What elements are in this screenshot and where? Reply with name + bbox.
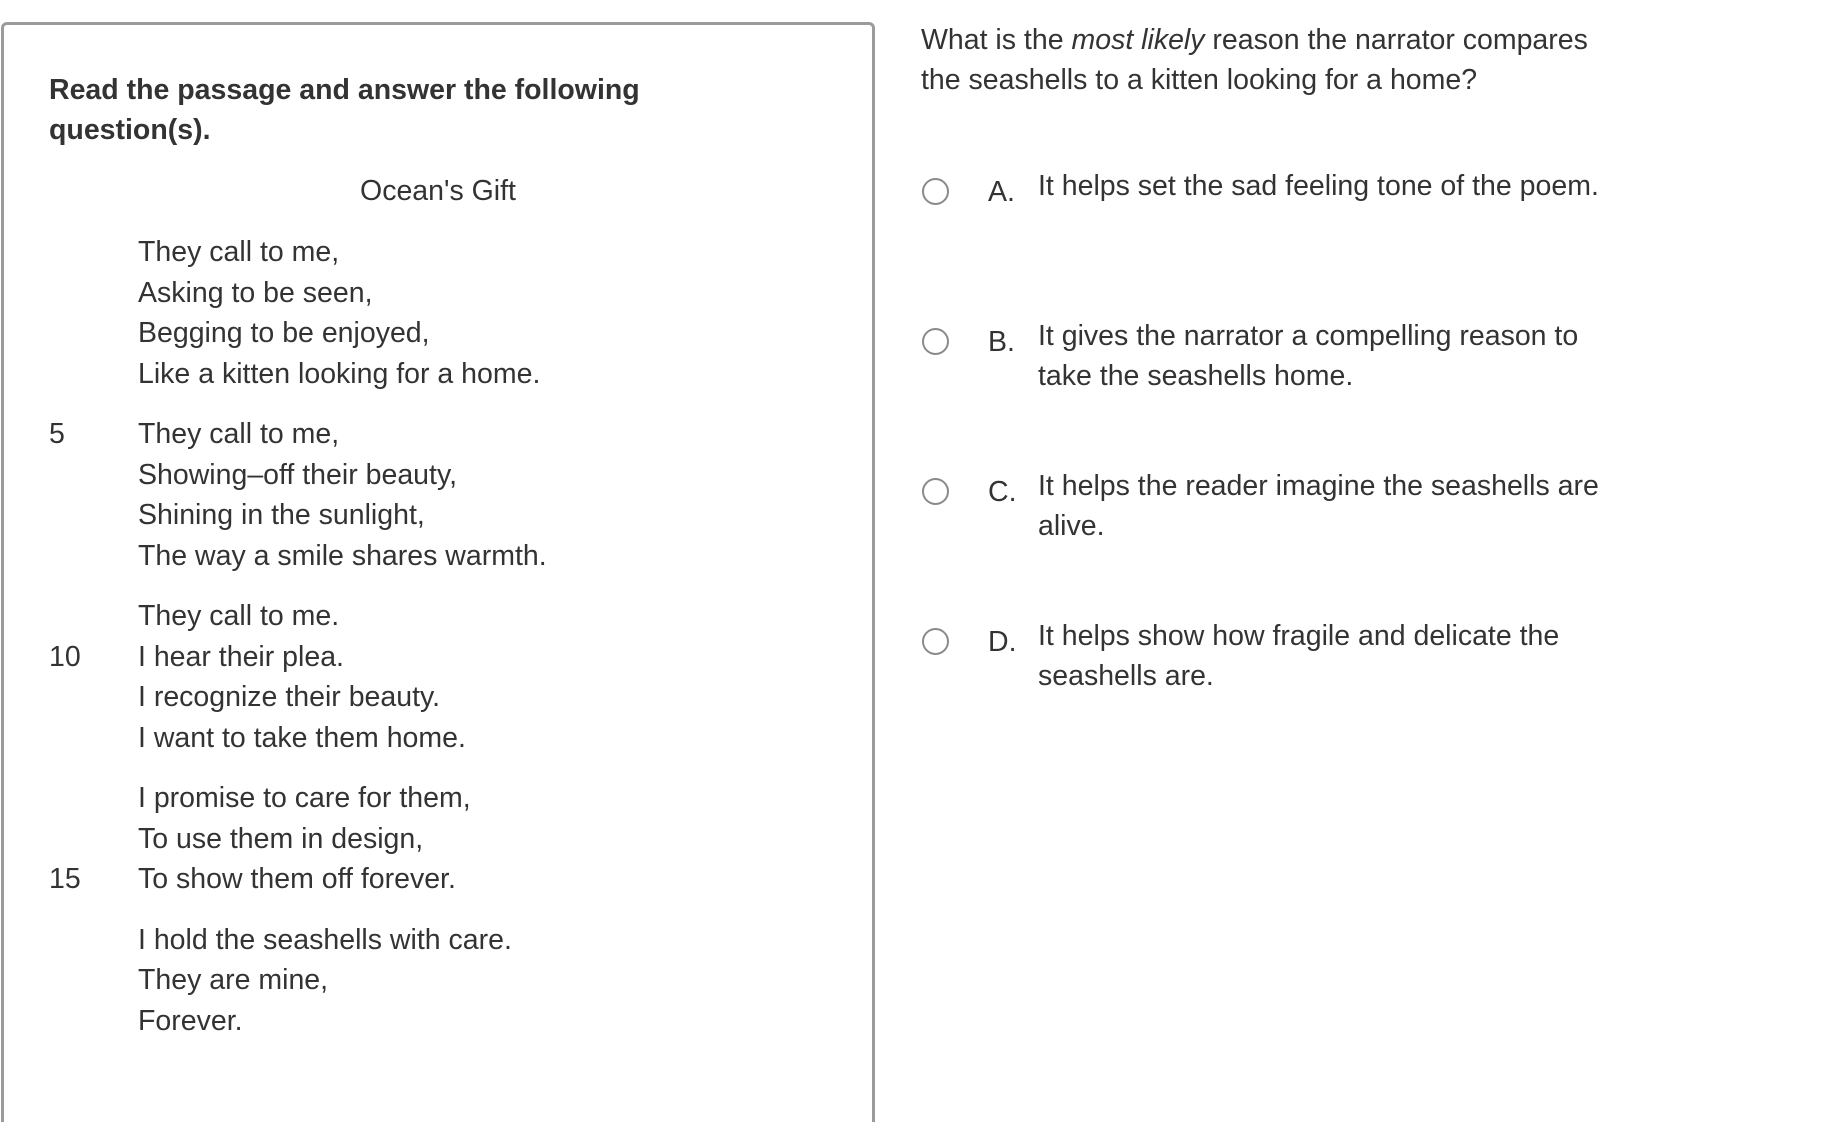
option-letter: B.: [988, 326, 1015, 358]
poem-line: [4, 414, 872, 455]
line-text: The way a smile shares warmth.: [138, 539, 547, 572]
line-text: Forever.: [138, 1004, 243, 1037]
passage-instructions: Read the passage and answer the following question(s).: [49, 74, 640, 146]
question-stem-start: What is the: [921, 24, 1072, 56]
option-text[interactable]: It gives the narrator a compelling reason to take the seashells home.: [1038, 320, 1579, 392]
radio-button-icon[interactable]: [922, 328, 949, 355]
question-stem-end: reason the narrator compares the seashells to a kitten looking for a home?: [921, 24, 1588, 96]
question-stem: [921, 20, 1621, 100]
line-text: Shining in the sunlight,: [138, 499, 425, 531]
question-stem-emphasis: most likely: [1071, 24, 1205, 56]
option-letter: A.: [988, 176, 1015, 208]
line-number: 15: [49, 863, 81, 895]
poem-line: [4, 637, 872, 678]
radio-button-icon[interactable]: [922, 178, 949, 205]
option-text[interactable]: It helps show how fragile and delicate the seashells are.: [1038, 620, 1560, 692]
line-text: To use them in design,: [138, 822, 424, 855]
line-text: I promise to care for them,: [138, 782, 471, 814]
option-letter: C.: [988, 476, 1017, 508]
stanza-5: [4, 920, 872, 1042]
stanza-2: [4, 414, 872, 576]
poem-line: [4, 677, 872, 718]
line-text: They call to me,: [138, 418, 340, 450]
poem-line: [4, 495, 872, 536]
radio-button-icon[interactable]: [922, 628, 949, 655]
line-number: 10: [49, 640, 81, 673]
poem-line: [4, 455, 872, 496]
answer-option-b[interactable]: [921, 316, 1681, 466]
answer-option-d[interactable]: [921, 616, 1681, 766]
poem-line: [4, 596, 872, 637]
answer-options: [921, 166, 1681, 766]
line-number: 5: [49, 418, 65, 450]
line-text: Like a kitten looking for a home.: [138, 357, 541, 390]
line-text: They are mine,: [138, 964, 329, 996]
poem-line: [4, 859, 872, 900]
answer-option-a[interactable]: [921, 166, 1681, 316]
line-text: Asking to be seen,: [138, 276, 373, 309]
poem-line: [4, 920, 872, 961]
question-area: [921, 20, 1681, 692]
poem-line: [4, 354, 872, 395]
option-text[interactable]: It helps the reader imagine the seashells are alive.: [1038, 470, 1599, 542]
line-text: I want to take them home.: [138, 721, 466, 754]
line-text: I hold the seashells with care.: [138, 923, 512, 956]
poem-line: [4, 960, 872, 1001]
passage-panel: [1, 22, 875, 1122]
poem-line: [4, 1001, 872, 1042]
line-text: I hear their plea.: [138, 640, 344, 673]
poem-line: [4, 819, 872, 860]
stanza-1: [4, 232, 872, 394]
line-text: Begging to be enjoyed,: [138, 317, 430, 349]
poem-line: [4, 718, 872, 759]
line-text: They call to me.: [138, 600, 340, 632]
poem-line: [4, 232, 872, 273]
poem-line: [4, 313, 872, 354]
option-letter: D.: [988, 626, 1017, 658]
option-text[interactable]: It helps set the sad feeling tone of the poem.: [1038, 170, 1599, 202]
poem-line: [4, 273, 872, 314]
line-text: They call to me,: [138, 236, 340, 268]
line-text: Showing–off their beauty,: [138, 458, 457, 491]
radio-button-icon[interactable]: [922, 478, 949, 505]
poem-line: [4, 778, 872, 819]
poem: [4, 232, 872, 1061]
stanza-4: [4, 778, 872, 900]
line-text: I recognize their beauty.: [138, 681, 441, 713]
stanza-3: [4, 596, 872, 758]
answer-option-c[interactable]: [921, 466, 1681, 616]
poem-title: Ocean's Gift: [360, 175, 516, 207]
line-text: To show them off forever.: [138, 863, 456, 895]
poem-line: [4, 536, 872, 577]
